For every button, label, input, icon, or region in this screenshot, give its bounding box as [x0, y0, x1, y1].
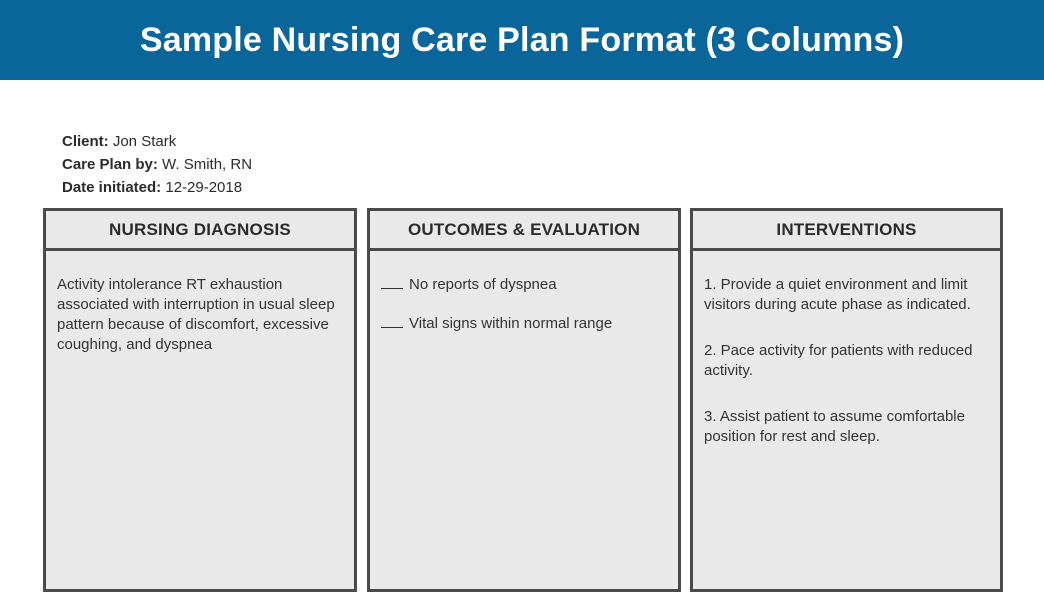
interventions-column — [690, 208, 1003, 592]
nursing-diagnosis-text: Activity intolerance RT exhaustion associated with interruption in usual sleep pattern because of discomfort, excessive coughing, and dyspnea — [57, 276, 335, 353]
interventions-list — [693, 251, 1000, 447]
intervention-item: 3. Assist patient to assume comfortable position for rest and sleep. — [704, 408, 965, 445]
date-initiated-label: Date initiated: — [62, 179, 162, 196]
page-title: Sample Nursing Care Plan Format (3 Columns) — [139, 20, 905, 59]
outcomes-list — [370, 251, 678, 334]
outcome-text: Vital signs within normal range — [409, 315, 613, 332]
care-plan-by-label: Care Plan by: — [62, 156, 158, 173]
intervention-item: 1. Provide a quiet environment and limit visitors during acute phase as indicated. — [704, 276, 971, 313]
nursing-diagnosis-column — [43, 208, 357, 592]
title-banner — [0, 0, 1044, 80]
interventions-header: INTERVENTIONS — [693, 211, 1000, 251]
client-value: Jon Stark — [112, 133, 177, 150]
outcome-checkline — [381, 327, 403, 328]
date-initiated-row — [62, 176, 252, 199]
outcome-item — [381, 314, 668, 334]
outcomes-evaluation-header: OUTCOMES & EVALUATION — [370, 211, 678, 251]
care-plan-by-row — [62, 153, 252, 176]
client-label: Client: — [62, 133, 109, 150]
outcome-text: No reports of dyspnea — [409, 276, 557, 293]
care-plan-meta — [62, 130, 252, 199]
intervention-item: 2. Pace activity for patients with reduced activity. — [704, 342, 973, 379]
care-plan-by-value: W. Smith, RN — [162, 156, 253, 173]
outcome-item — [381, 275, 668, 295]
outcomes-evaluation-column — [367, 208, 681, 592]
outcome-checkline — [381, 288, 403, 289]
nursing-diagnosis-header: NURSING DIAGNOSIS — [46, 211, 354, 251]
date-initiated-value: 12-29-2018 — [165, 179, 243, 196]
client-row — [62, 130, 252, 153]
